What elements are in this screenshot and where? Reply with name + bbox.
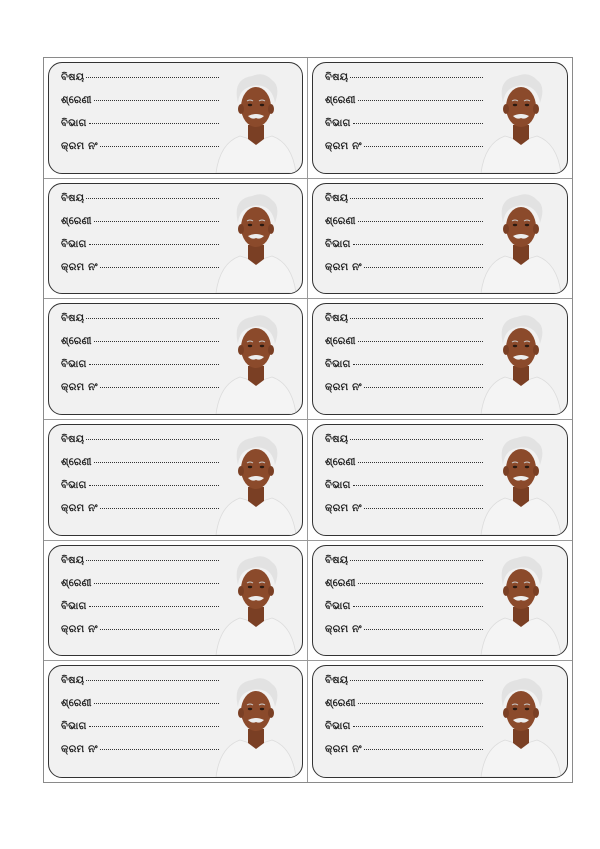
portrait-image (479, 673, 563, 777)
dotted-line (89, 123, 219, 124)
field-subject (325, 313, 483, 336)
name-label (48, 545, 303, 657)
field-label: ଶ୍ରେଣୀ (325, 698, 356, 710)
field-label: କ୍ରମ ନଂ (325, 261, 362, 273)
name-label (48, 424, 303, 536)
portrait-image (214, 189, 298, 293)
portrait-image (479, 551, 563, 655)
dotted-line (350, 198, 483, 199)
field-label: ବିଷୟ (61, 313, 85, 325)
field-label: କ୍ରମ ନଂ (325, 744, 362, 756)
dotted-line (350, 318, 483, 319)
name-label (312, 62, 568, 174)
dotted-line (364, 387, 483, 388)
field-label: କ୍ରମ ନଂ (61, 382, 98, 394)
field-roll-no (325, 503, 483, 526)
field-class (61, 336, 219, 359)
field-label: ବିଷୟ (61, 675, 85, 687)
field-class (325, 216, 483, 239)
label-fields (61, 313, 219, 405)
field-subject (61, 72, 219, 95)
field-label: ବିଷୟ (61, 72, 85, 83)
portrait-image (479, 310, 563, 414)
field-label: କ୍ରମ ନଂ (61, 623, 98, 635)
label-fields (325, 434, 483, 526)
label-cell (308, 661, 572, 782)
dotted-line (86, 439, 219, 440)
field-label: ବିଷୟ (61, 433, 85, 445)
portrait-image (214, 551, 298, 655)
field-roll-no (61, 262, 219, 285)
field-subject (61, 675, 219, 698)
dotted-line (89, 485, 219, 486)
label-cell (308, 420, 572, 541)
portrait-image (214, 69, 298, 173)
dotted-line (350, 77, 483, 78)
label-cell (44, 541, 308, 662)
field-subject (325, 72, 483, 95)
field-label: ଶ୍ରେଣୀ (61, 215, 92, 227)
dotted-line (358, 221, 483, 222)
field-label: ଶ୍ରେଣୀ (325, 336, 356, 348)
field-subject (325, 675, 483, 698)
label-cell (44, 299, 308, 420)
field-label: ବିଭାଗ (325, 238, 351, 250)
field-label: ଶ୍ରେଣୀ (325, 577, 356, 589)
label-fields (325, 675, 483, 767)
field-label: ବିଷୟ (325, 72, 349, 83)
label-fields (61, 675, 219, 767)
dotted-line (364, 749, 483, 750)
label-cell (308, 299, 572, 420)
label-cell (308, 179, 572, 300)
field-label: କ୍ରମ ନଂ (325, 382, 362, 394)
field-label: ଶ୍ରେଣୀ (325, 95, 356, 106)
label-cell (308, 58, 572, 179)
name-label (48, 665, 303, 778)
field-section (61, 721, 219, 744)
field-subject (325, 555, 483, 578)
dotted-line (100, 749, 219, 750)
portrait-image (214, 673, 298, 777)
dotted-line (86, 680, 219, 681)
dotted-line (86, 198, 219, 199)
field-label: କ୍ରମ ନଂ (61, 502, 98, 514)
dotted-line (353, 726, 483, 727)
field-class (61, 698, 219, 721)
field-class (61, 95, 219, 118)
field-roll-no (61, 141, 219, 164)
dotted-line (94, 100, 219, 101)
field-label: ବିଭାଗ (61, 479, 87, 491)
dotted-line (94, 462, 219, 463)
field-section (61, 118, 219, 141)
name-label (48, 303, 303, 415)
label-fields (325, 193, 483, 285)
field-class (61, 216, 219, 239)
dotted-line (100, 387, 219, 388)
field-class (61, 578, 219, 601)
dotted-line (358, 341, 483, 342)
portrait-image (479, 189, 563, 293)
field-label: ବିଷୟ (61, 192, 85, 204)
name-label (312, 424, 568, 536)
dotted-line (94, 703, 219, 704)
dotted-line (353, 123, 483, 124)
field-label: ବିଭାଗ (61, 118, 87, 129)
label-cell (44, 661, 308, 782)
field-subject (325, 434, 483, 457)
dotted-line (86, 560, 219, 561)
field-class (61, 457, 219, 480)
field-section (325, 601, 483, 624)
field-subject (61, 313, 219, 336)
field-label: ବିଭାଗ (325, 721, 351, 733)
dotted-line (364, 146, 483, 147)
dotted-line (358, 462, 483, 463)
field-label: ବିଭାଗ (325, 479, 351, 491)
name-label (312, 303, 568, 415)
field-label: ବିଭାଗ (61, 721, 87, 733)
label-fields (325, 313, 483, 405)
field-section (61, 601, 219, 624)
field-roll-no (61, 624, 219, 647)
field-label: ବିଭାଗ (325, 359, 351, 371)
field-roll-no (325, 624, 483, 647)
field-label: ଶ୍ରେଣୀ (61, 698, 92, 710)
name-label (48, 183, 303, 295)
dotted-line (350, 560, 483, 561)
portrait-image (479, 69, 563, 173)
field-roll-no (61, 744, 219, 767)
field-roll-no (61, 382, 219, 405)
field-class (325, 698, 483, 721)
field-label: ଶ୍ରେଣୀ (61, 95, 92, 106)
name-label (312, 665, 568, 778)
dotted-line (350, 439, 483, 440)
field-class (325, 95, 483, 118)
label-cell (44, 420, 308, 541)
name-label (312, 545, 568, 657)
field-subject (61, 434, 219, 457)
field-label: ବିଷୟ (325, 313, 349, 325)
dotted-line (358, 583, 483, 584)
field-subject (61, 555, 219, 578)
field-label: କ୍ରମ ନଂ (325, 502, 362, 514)
field-subject (325, 193, 483, 216)
dotted-line (353, 606, 483, 607)
portrait-image (479, 431, 563, 535)
field-section (325, 721, 483, 744)
name-label (48, 62, 303, 174)
field-label: ବିଭାଗ (325, 118, 351, 129)
field-label: ବିଭାଗ (61, 359, 87, 371)
field-label: ବିଷୟ (325, 675, 349, 687)
dotted-line (86, 318, 219, 319)
label-fields (61, 193, 219, 285)
dotted-line (364, 267, 483, 268)
field-label: ବିଷୟ (325, 433, 349, 445)
dotted-line (364, 508, 483, 509)
field-label: କ୍ରମ ନଂ (61, 261, 98, 273)
label-fields (325, 555, 483, 647)
dotted-line (350, 680, 483, 681)
label-fields (61, 72, 219, 164)
dotted-line (353, 485, 483, 486)
label-cell (44, 58, 308, 179)
label-sheet (43, 57, 573, 783)
field-label: ବିଭାଗ (61, 238, 87, 250)
field-subject (61, 193, 219, 216)
label-cell (308, 541, 572, 662)
field-section (61, 480, 219, 503)
dotted-line (358, 100, 483, 101)
dotted-line (353, 244, 483, 245)
dotted-line (89, 726, 219, 727)
dotted-line (89, 364, 219, 365)
field-section (61, 359, 219, 382)
field-label: କ୍ରମ ନଂ (61, 744, 98, 756)
field-roll-no (61, 503, 219, 526)
label-cell (44, 179, 308, 300)
dotted-line (100, 508, 219, 509)
field-class (325, 578, 483, 601)
field-section (325, 359, 483, 382)
label-fields (325, 72, 483, 164)
field-section (325, 118, 483, 141)
dotted-line (364, 629, 483, 630)
dotted-line (86, 77, 219, 78)
field-section (61, 239, 219, 262)
dotted-line (94, 341, 219, 342)
field-label: ବିଷୟ (325, 554, 349, 566)
field-roll-no (325, 744, 483, 767)
field-section (325, 239, 483, 262)
dotted-line (353, 364, 483, 365)
field-roll-no (325, 382, 483, 405)
dotted-line (89, 606, 219, 607)
field-roll-no (325, 141, 483, 164)
field-label: କ୍ରମ ନଂ (61, 141, 98, 152)
field-label: କ୍ରମ ନଂ (325, 623, 362, 635)
field-class (325, 336, 483, 359)
portrait-image (214, 431, 298, 535)
field-label: ଶ୍ରେଣୀ (61, 456, 92, 468)
field-section (325, 480, 483, 503)
field-label: ବିଷୟ (325, 192, 349, 204)
field-label: ଶ୍ରେଣୀ (61, 336, 92, 348)
field-class (325, 457, 483, 480)
dotted-line (94, 583, 219, 584)
field-label: ଶ୍ରେଣୀ (325, 215, 356, 227)
label-fields (61, 555, 219, 647)
field-label: କ୍ରମ ନଂ (325, 141, 362, 152)
field-roll-no (325, 262, 483, 285)
dotted-line (100, 267, 219, 268)
dotted-line (100, 629, 219, 630)
field-label: ଶ୍ରେଣୀ (61, 577, 92, 589)
dotted-line (358, 703, 483, 704)
label-fields (61, 434, 219, 526)
dotted-line (89, 244, 219, 245)
field-label: ଶ୍ରେଣୀ (325, 456, 356, 468)
field-label: ବିଭାଗ (325, 600, 351, 612)
field-label: ବିଷୟ (61, 554, 85, 566)
dotted-line (94, 221, 219, 222)
field-label: ବିଭାଗ (61, 600, 87, 612)
portrait-image (214, 310, 298, 414)
name-label (312, 183, 568, 295)
dotted-line (100, 146, 219, 147)
